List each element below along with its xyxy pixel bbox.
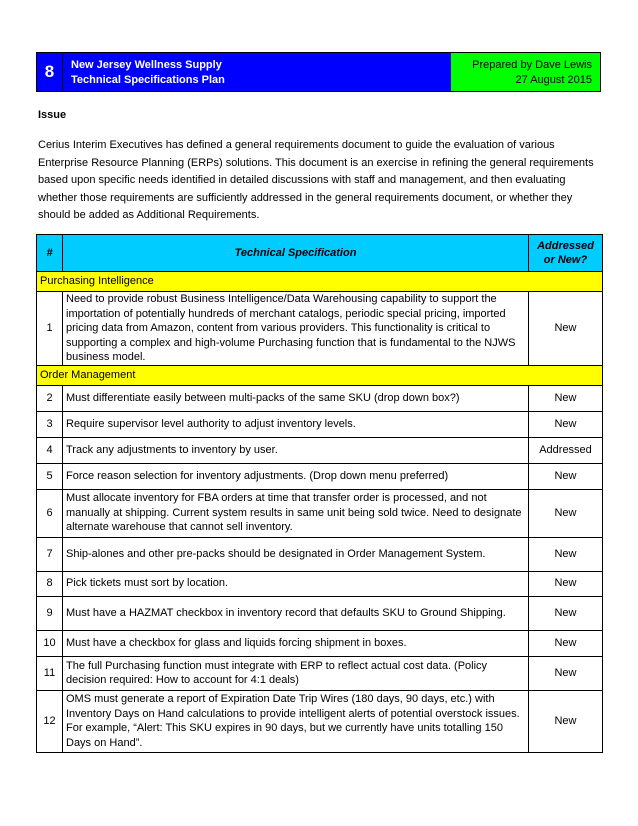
row-number: 6 [37,489,63,537]
row-spec: Must have a HAZMAT checkbox in inventory record that defaults SKU to Ground Shipping. [63,596,529,630]
issue-heading: Issue [38,109,67,121]
row-spec: Require supervisor level authority to adjust inventory levels. [63,411,529,437]
row-status: New [529,571,603,596]
row-spec: Must differentiate easily between multi-packs of the same SKU (drop down box?) [63,385,529,411]
prepared-date: 27 August 2015 [515,74,592,86]
row-number: 11 [37,656,63,690]
company-name: New Jersey Wellness Supply [71,59,222,71]
section-title: Order Management [37,365,603,385]
plan-name: Technical Specifications Plan [71,74,225,86]
table-row [37,656,603,690]
row-spec: Track any adjustments to inventory by user. [63,437,529,463]
row-status: Addressed [529,437,603,463]
row-spec: Need to provide robust Business Intelligence/Data Warehousing capability to support the importation of potentially hundreds of merchant catalogs, periodic special pricing, imported pricing data from Amazon, content from various providers. This functionality is critical to supporting a complex and high-volume Purchasing function that is fundamental to the NJWS business model. [63,292,529,366]
document-header [36,52,601,92]
table-header-row [37,235,603,272]
row-status: New [529,656,603,690]
row-number: 9 [37,596,63,630]
row-status: New [529,385,603,411]
table-row [37,690,603,752]
col-header-num: # [37,235,63,272]
document-title [63,53,451,91]
section-number: 8 [37,53,63,91]
row-spec: Must allocate inventory for FBA orders at time that transfer order is processed, and not manually at shipping. Current system results in same unit being sold twice. Need to designate alternate warehouse that cannot sell inventory. [63,489,529,537]
row-status: New [529,411,603,437]
row-status: New [529,463,603,489]
row-status: New [529,630,603,656]
row-spec: Force reason selection for inventory adjustments. (Drop down menu preferred) [63,463,529,489]
table-row [37,437,603,463]
row-status: New [529,292,603,366]
issue-body: Cerius Interim Executives has defined a general requirements document to guide the evaluation of various Enterprise Resource Planning (ERPs) solutions. This document is an exercise in refining the general requirements based upon specific needs identified in detailed discussions with staff and management, and then evaluating whether those requirements are sufficiently addressed in the general requirements document, or whether they should be added as Additional Requirements. [38,139,594,221]
table-row [37,463,603,489]
row-status: New [529,489,603,537]
prepared-block [451,53,600,91]
row-number: 2 [37,385,63,411]
table-row [37,596,603,630]
table-row [37,385,603,411]
row-status: New [529,537,603,571]
row-number: 7 [37,537,63,571]
table-row [37,292,603,366]
row-spec: Must have a checkbox for glass and liquids forcing shipment in boxes. [63,630,529,656]
row-spec: Pick tickets must sort by location. [63,571,529,596]
spec-table [36,234,603,753]
row-number: 4 [37,437,63,463]
table-row [37,537,603,571]
col-header-spec: Technical Specification [63,235,529,272]
table-row [37,489,603,537]
table-row [37,571,603,596]
section-row [37,272,603,292]
table-row [37,630,603,656]
prepared-by: Prepared by Dave Lewis [472,59,592,71]
row-number: 3 [37,411,63,437]
row-number: 1 [37,292,63,366]
table-row [37,411,603,437]
row-spec: Ship-alones and other pre-packs should be designated in Order Management System. [63,537,529,571]
row-spec: The full Purchasing function must integrate with ERP to reflect actual cost data. (Policy decision required: How to account for 4:1 deals) [63,656,529,690]
row-number: 8 [37,571,63,596]
section-row [37,365,603,385]
row-number: 10 [37,630,63,656]
row-spec: OMS must generate a report of Expiration Date Trip Wires (180 days, 90 days, etc.) with Inventory Days on Hand calculations to provide intelligent alerts of potential overstock issues. For example, “Alert: This SKU expires in 90 days, but we currently have units totalling 150 Days on Hand”. [63,690,529,752]
section-title: Purchasing Intelligence [37,272,603,292]
col-header-status: Addressed or New? [529,235,603,272]
row-status: New [529,596,603,630]
row-number: 5 [37,463,63,489]
row-number: 12 [37,690,63,752]
row-status: New [529,690,603,752]
